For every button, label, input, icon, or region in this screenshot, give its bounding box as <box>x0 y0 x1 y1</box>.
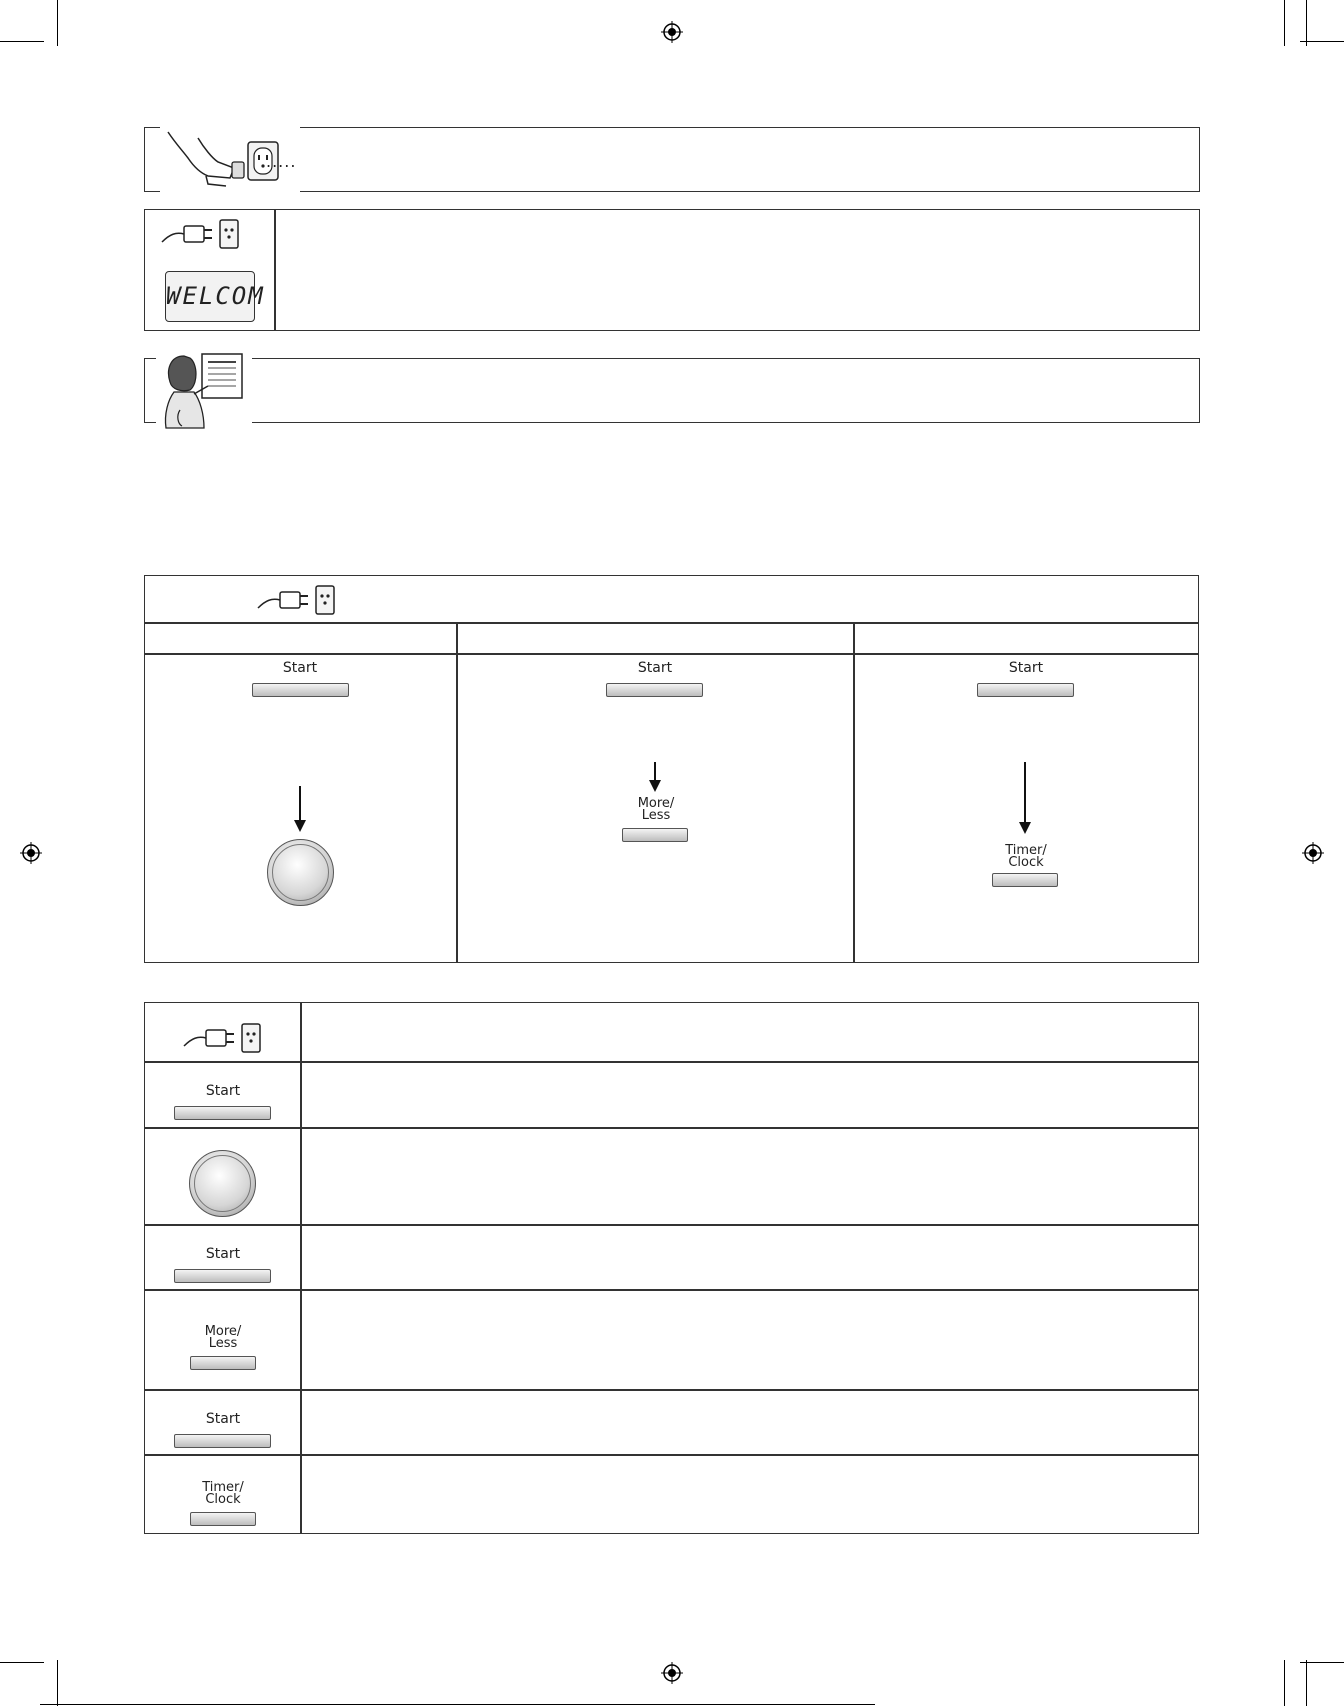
table-column-divider <box>853 622 855 963</box>
more-less-label-line2: Less <box>208 1336 238 1351</box>
start-button-label: Start <box>205 1411 241 1427</box>
crop-mark <box>57 1660 58 1706</box>
timer-clock-button[interactable] <box>992 873 1058 887</box>
dial-knob[interactable] <box>189 1150 256 1217</box>
table-rule <box>144 1289 1199 1291</box>
start-button[interactable] <box>174 1106 271 1120</box>
registration-mark-icon <box>661 21 683 43</box>
start-button-label: Start <box>637 660 673 676</box>
registration-mark-icon <box>20 842 42 864</box>
timer-clock-button[interactable] <box>190 1512 256 1526</box>
start-button[interactable] <box>174 1434 271 1448</box>
crop-mark <box>0 41 44 42</box>
table-rule <box>144 1454 1199 1456</box>
table-rule <box>144 1224 1199 1226</box>
more-less-label-line1: More/ <box>637 796 675 811</box>
table-rule <box>144 622 1199 624</box>
dotted-leader: ..... <box>266 152 297 171</box>
dial-knob[interactable] <box>267 839 334 906</box>
more-less-label-line2: Less <box>641 808 671 823</box>
registration-mark-icon <box>661 1662 683 1684</box>
table-column-divider <box>456 622 458 963</box>
crop-mark <box>1306 1660 1307 1706</box>
start-button[interactable] <box>174 1269 271 1283</box>
table-rule <box>144 1061 1199 1063</box>
plug-outlet-icon <box>160 218 242 250</box>
crop-mark <box>1284 0 1285 46</box>
read-manual-box <box>144 358 1200 423</box>
table-rule <box>144 1389 1199 1391</box>
crop-mark <box>1284 1660 1285 1706</box>
timer-clock-label-line1: Timer/ <box>202 1480 244 1495</box>
crop-mark <box>0 1662 44 1663</box>
timer-clock-label-line2: Clock <box>205 1492 241 1507</box>
start-button-label: Start <box>282 660 318 676</box>
woman-reading-manual-icon <box>160 350 248 430</box>
plug-in-display-box <box>144 209 1200 331</box>
divider <box>274 209 276 331</box>
plug-outlet-icon <box>182 1022 264 1054</box>
registration-mark-icon <box>1302 842 1324 864</box>
crop-mark <box>40 1704 875 1705</box>
start-button-label: Start <box>1008 660 1044 676</box>
more-less-button[interactable] <box>622 828 688 842</box>
more-less-label-line1: More/ <box>204 1324 242 1339</box>
start-button-label: Start <box>205 1083 241 1099</box>
start-button[interactable] <box>606 683 703 697</box>
plug-outlet-icon <box>256 584 338 616</box>
crop-mark <box>57 0 58 46</box>
lcd-display: WELCOM <box>165 271 255 322</box>
timer-clock-label-line1: Timer/ <box>1005 843 1047 858</box>
start-button[interactable] <box>252 683 349 697</box>
more-less-button[interactable] <box>190 1356 256 1370</box>
start-button-label: Start <box>205 1246 241 1262</box>
table-rule <box>144 653 1199 655</box>
crop-mark <box>1306 0 1307 46</box>
timer-clock-label-line2: Clock <box>1008 855 1044 870</box>
unplug-notice-box <box>144 127 1200 192</box>
table-rule <box>144 1127 1199 1129</box>
start-button[interactable] <box>977 683 1074 697</box>
